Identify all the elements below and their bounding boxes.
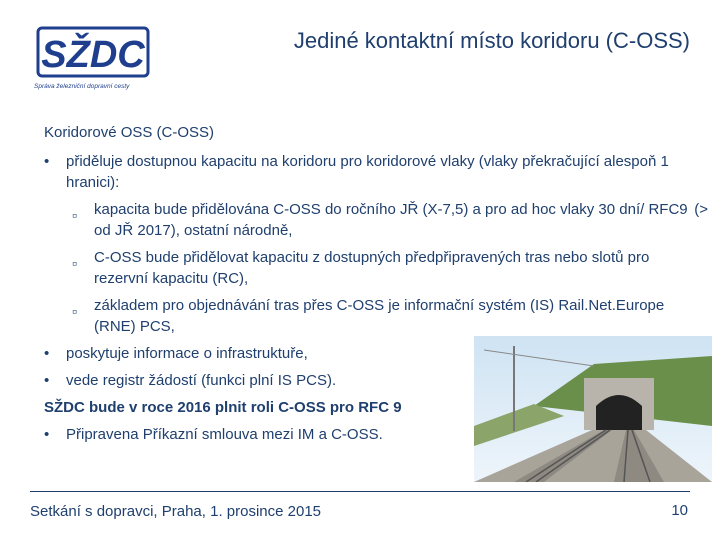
page-number: 10 (671, 502, 688, 519)
logo-subtitle: Správa železniční dopravní cesty (34, 83, 130, 90)
footer-divider (30, 491, 690, 492)
slide-title: Jediné kontaktní místo koridoru (C-OSS) (293, 28, 690, 53)
railway-tunnel-image (474, 336, 712, 482)
footer-text: Setkání s dopravci, Praha, 1. prosince 2015 (30, 503, 322, 520)
sub-marker: ▫ (72, 255, 77, 271)
sub-item-text: C-OSS bude přidělovat kapacitu z dostupných předpřipravených tras nebo slotů pro rezervní kapacitu (RC), (94, 249, 650, 287)
sub-item (44, 295, 694, 337)
section-heading: Koridorové OSS (C-OSS) (44, 124, 215, 141)
szdc-logo (30, 22, 152, 94)
bullet-marker: • (44, 153, 50, 170)
bullet-text: Připravena Příkazní smlouva mezi IM a C-OSS. (66, 426, 383, 443)
bullet-marker: • (44, 426, 50, 443)
sub-item-text: základem pro objednávání tras přes C-OSS je informační systém (IS) Rail.Net.Europe (RNE) PCS, (94, 297, 665, 335)
bullet-marker: • (44, 345, 50, 362)
sub-item (44, 247, 694, 289)
bullet-text: poskytuje informace o infrastruktuře, (66, 345, 308, 362)
bullet-item (44, 151, 704, 193)
sub-item (44, 199, 708, 241)
sub-item-text: kapacita bude přidělována C-OSS do ročního JŘ (X-7,5) a pro ad hoc vlaky 30 dní/ RFC9 od JŘ 2017), ostatní národně, (94, 201, 688, 239)
bullet-text: vede registr žádostí (funkci plní IS PCS). (66, 372, 337, 389)
section-heading-bold: SŽDC bude v roce 2016 plnit roli C-OSS pro RFC 9 (44, 399, 402, 416)
sub-marker: ▫ (72, 207, 77, 223)
logo-text: SŽDC (41, 34, 145, 76)
bullet-text: přiděluje dostupnou kapacitu na koridoru pro koridorové vlaky (vlaky překračující alespoň 1 hranici): (66, 153, 669, 191)
bullet-marker: • (44, 372, 50, 389)
sub-item-extra: (> (694, 201, 708, 218)
sub-marker: ▫ (72, 303, 77, 319)
